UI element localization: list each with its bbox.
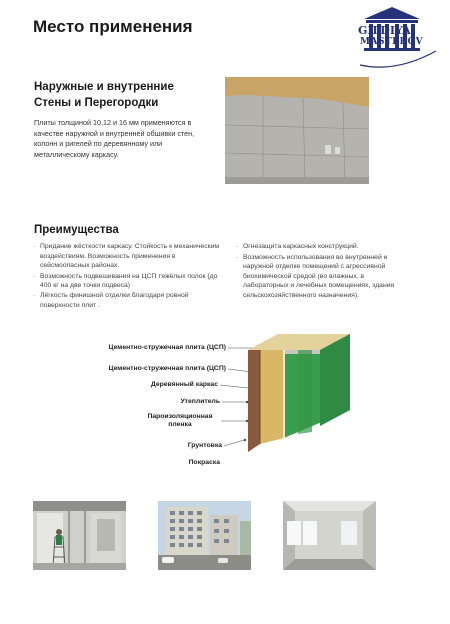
advantage-item: · Лёгкость финишной отделки благодаря ровной поверхности плит .	[33, 291, 223, 310]
layer-label-wood-frame: Деревянный каркас	[150, 381, 218, 388]
layer-label-board-outer: Цементно-стружечная плита (ЦСП)	[108, 344, 226, 351]
construction-photo	[33, 501, 126, 570]
page-title: Место применения	[33, 17, 193, 36]
advantage-item: · Возможность подвешивания на ЦСП тяжёлых полок (до 400 кг на две точки подвеса)	[33, 272, 223, 291]
interior-room-photo	[283, 501, 376, 570]
advantage-item: · Придание жёсткости каркасу. Стойкость к механическим воздействиям. Возможность применения в сейсмоопасных районах.	[33, 242, 223, 271]
layer-label-primer: Грунтовка	[187, 442, 222, 449]
wall-layer-diagram	[238, 334, 376, 452]
usage-heading: Наружные и внутренние Стены и Перегородки	[34, 81, 174, 109]
layer-label-board-inner: Цементно-стружечная плита (ЦСП)	[108, 365, 226, 372]
building-exterior-photo	[158, 501, 251, 570]
logo-text-line2: MASTEROV	[360, 37, 424, 47]
advantage-item: · Возможность использования во внутренней и наружной отделке помещений с агрессивной биохимической средой (во влажных, в лабораторных и лечебных помещениях, здания сельскохозяйственного назначения).	[236, 253, 396, 301]
layer-label-paint: Покраска	[188, 459, 220, 466]
usage-text: Плиты толщиной 10,12 и 16 мм применяются в качестве наружной и внутренней обшивки стен, колонн и ригелей по деревянному или металлическому каркасу.	[34, 118, 195, 159]
layer-label-insulation: Утеплитель	[180, 398, 220, 405]
advantages-heading: Преимущества	[34, 224, 119, 236]
advantage-item: · Огнезащита каркасных конструкций.	[236, 242, 396, 252]
layer-label-vapor-membrane: Пароизоляционная пленка	[147, 413, 213, 428]
logo-text-line1: GILDIYA	[358, 24, 411, 37]
